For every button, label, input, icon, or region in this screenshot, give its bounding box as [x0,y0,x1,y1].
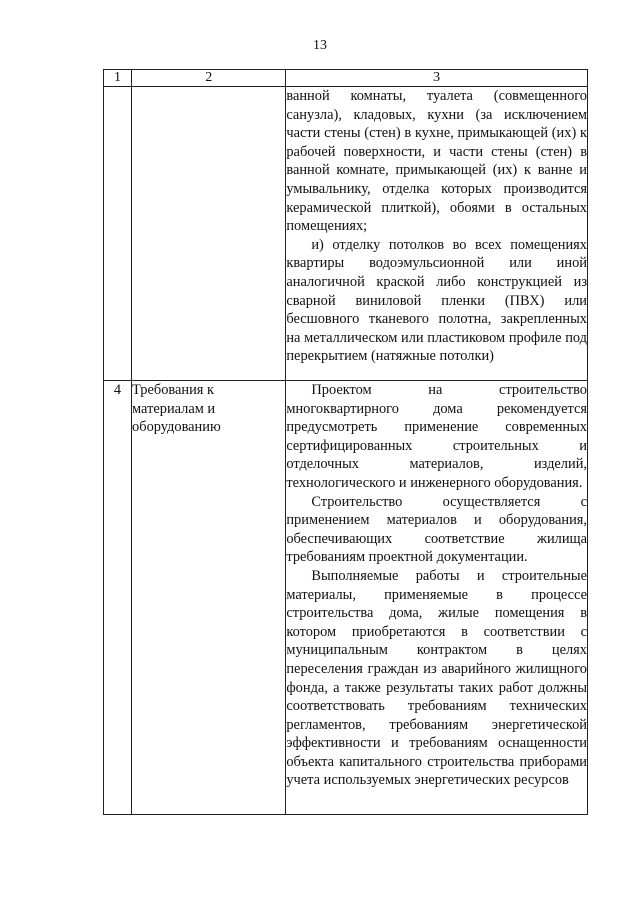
table-row [104,381,588,815]
row-name-cell [132,381,286,815]
page-number: 13 [313,38,327,53]
description-paragraph: Строительство осуществляется с применением материалов и оборудования, обеспечивающих соответствие жилища требованиям проектной документации. [286,493,587,566]
header-cell-1: 1 [104,70,132,87]
row-name-line: оборудованию [132,419,221,436]
description-paragraph: Выполняемые работы и строительные материалы, применяемые в процессе строительства дома, жилые помещения в котором приобретаются в соответствии с муниципальным контрактом в целях переселения граждан из аварийного жилищного фонда, а также результаты таких работ должны соответствовать требованиям технических регламентов, требованиям энергетической эффективности и требованиям оснащенности объекта капитального строительства приборами учета используемых энергетических ресурсов [286,567,587,789]
row-description-cell [286,381,588,815]
row-name-line: Требования к [132,382,214,398]
row-name-line: материалам и [132,400,216,417]
requirements-table [103,69,588,815]
header-cell-2: 2 [132,70,286,87]
table-row [104,87,588,381]
description-paragraph: Проектом на строительство многоквартирного дома рекомендуется предусмотреть применение современных сертифицированных строительных и отделочных материалов, изделий, технологического и инженерного оборудования. [286,382,587,491]
row-number-cell: 4 [104,381,132,815]
description-paragraph: и) отделку потолков во всех помещениях квартиры водоэмульсионной или иной аналогичной краской либо конструкцией из сварной виниловой пленки (ПВХ) или бесшовного тканевого полотна, закрепленных на металлическом или пластиковом профиле под перекрытием (натяжные потолки) [286,236,587,365]
header-cell-3: 3 [286,70,588,87]
row-number-cell [104,87,132,381]
row-description-cell [286,87,588,381]
table-header-row [104,70,588,87]
row-name-cell [132,87,286,381]
description-paragraph: ванной комнаты, туалета (совмещенного санузла), кладовых, кухни (за исключением части стены (стен) в кухне, примыкающей (их) к рабочей поверхности, и части стены (стен) в ванной комнате, примыкающей (их) к ванне и умывальнику, отделка которых производится керамической плиткой), обоями в остальных помещениях; [286,88,587,235]
